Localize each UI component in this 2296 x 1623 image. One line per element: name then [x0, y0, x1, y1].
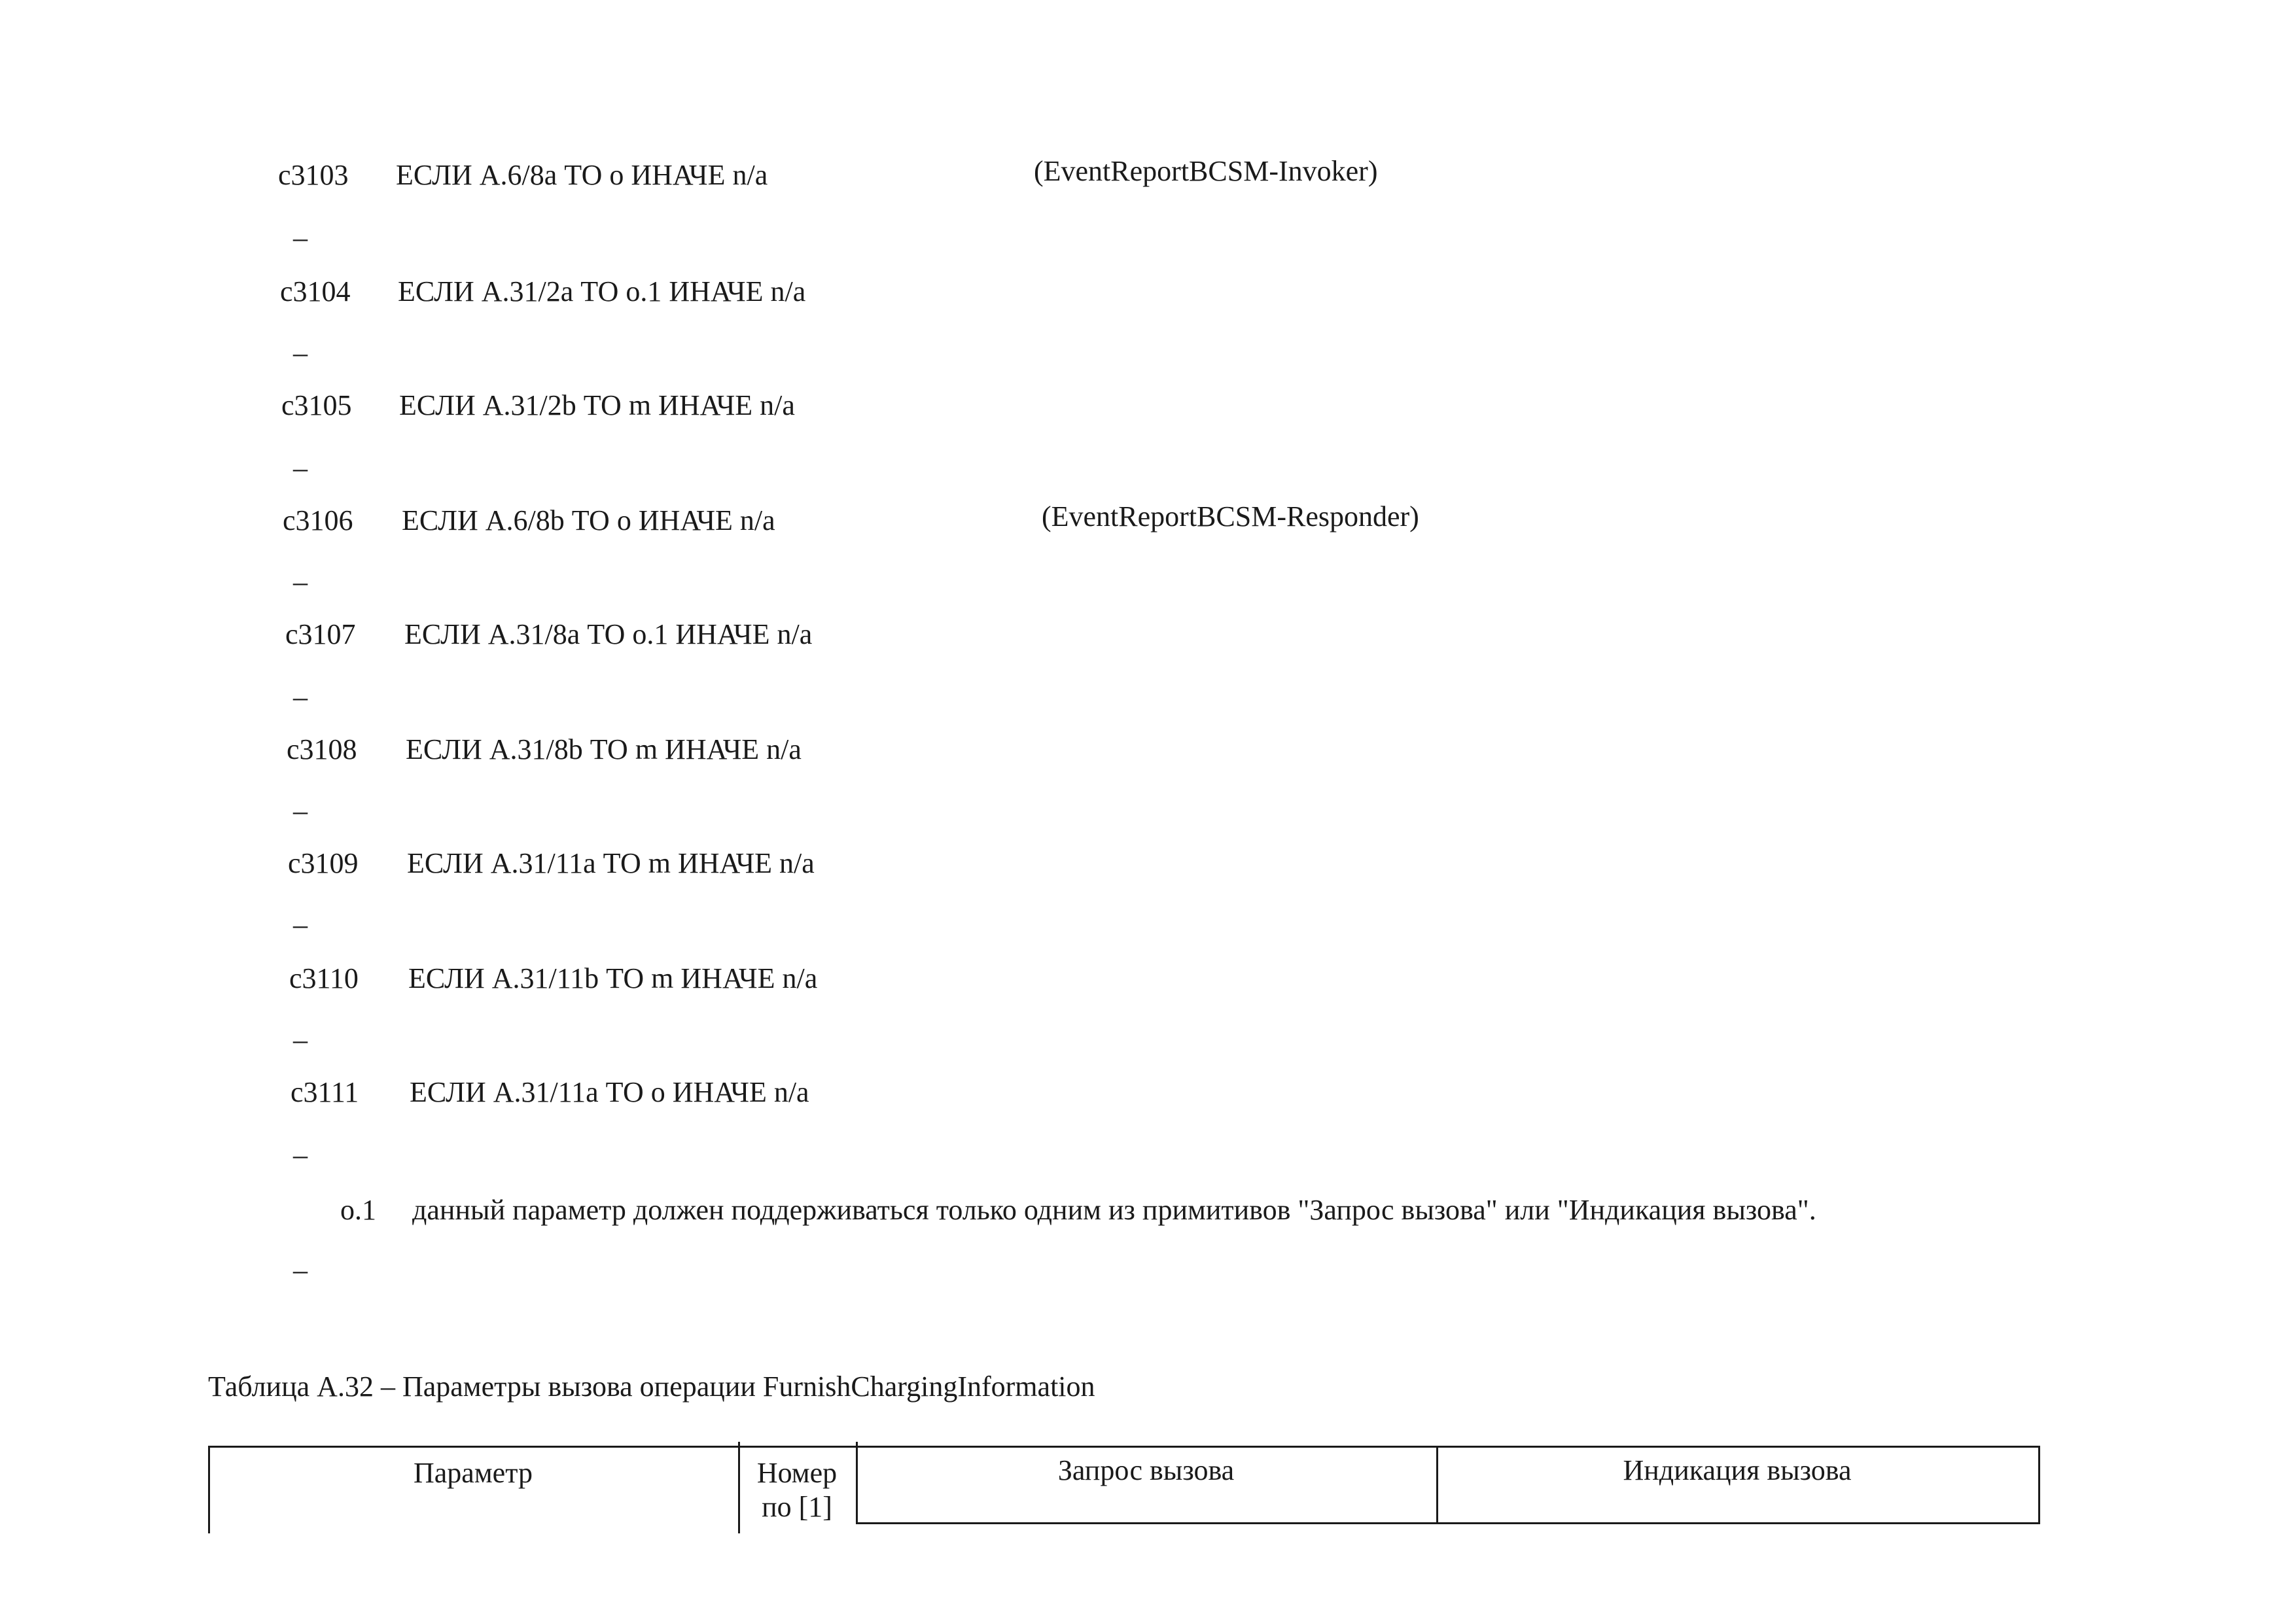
header-request: Запрос вызова	[1057, 1454, 1235, 1486]
footnote-o1	[340, 1194, 1816, 1226]
condition-text: ЕСЛИ A.31/11a ТО m ИНАЧЕ n/a	[407, 847, 815, 879]
separator-dash: –	[293, 909, 308, 941]
condition-note: (EventReportBCSM-Responder)	[1042, 500, 1419, 532]
condition-code: c3110	[289, 962, 359, 994]
condition-text: ЕСЛИ A.31/2a ТО o.1 ИНАЧЕ n/a	[398, 275, 806, 307]
condition-code: c3106	[283, 504, 353, 536]
condition-text: ЕСЛИ A.31/8a ТО o.1 ИНАЧЕ n/a	[404, 618, 813, 650]
separator-dash: –	[293, 452, 308, 484]
condition-code: c3103	[278, 159, 349, 191]
table-caption: Таблица А.32 – Параметры вызова операции FurnishChargingInformation	[208, 1370, 1095, 1403]
separator-dash: –	[293, 222, 308, 254]
condition-text: ЕСЛИ A.6/8a ТО o ИНАЧЕ n/a	[396, 159, 768, 191]
table-top-border	[208, 1446, 2040, 1448]
separator-dash: –	[293, 795, 308, 827]
separator-dash: –	[293, 1139, 308, 1171]
separator-dash: –	[293, 681, 308, 713]
condition-code: c3105	[281, 389, 352, 421]
header-number-line1: Номер	[756, 1457, 838, 1489]
footnote-text: данный параметр должен поддерживаться только одним из примитивов "Запрос вызова" или "Индикация вызова".	[412, 1194, 1816, 1226]
header-number	[738, 1456, 856, 1524]
separator-dash: –	[293, 1254, 308, 1286]
condition-code: c3107	[285, 618, 356, 650]
condition-code: c3111	[291, 1076, 359, 1108]
condition-text: ЕСЛИ A.31/11a ТО o ИНАЧЕ n/a	[410, 1076, 809, 1108]
condition-text: ЕСЛИ A.31/2b ТО m ИНАЧЕ n/a	[399, 389, 795, 421]
condition-text: ЕСЛИ A.31/11b ТО m ИНАЧЕ n/a	[408, 962, 818, 994]
header-parameter: Параметр	[414, 1457, 533, 1489]
header-number-line2: по [1]	[762, 1491, 832, 1523]
header-indication: Индикация вызова	[1623, 1454, 1852, 1486]
separator-dash: –	[293, 337, 308, 369]
condition-code: c3104	[280, 275, 351, 307]
table-header	[208, 1442, 2040, 1533]
table-right-border	[2038, 1446, 2040, 1524]
condition-code: c3108	[287, 733, 357, 765]
condition-text: ЕСЛИ A.31/8b ТО m ИНАЧЕ n/a	[406, 733, 802, 765]
condition-text: ЕСЛИ A.6/8b ТО o ИНАЧЕ n/a	[402, 504, 775, 536]
table-subheader-border	[856, 1522, 2040, 1524]
footnote-code: o.1	[340, 1194, 376, 1226]
condition-code: c3109	[288, 847, 359, 879]
separator-dash: –	[293, 566, 308, 598]
separator-dash: –	[293, 1024, 308, 1056]
condition-note: (EventReportBCSM-Invoker)	[1034, 155, 1378, 187]
